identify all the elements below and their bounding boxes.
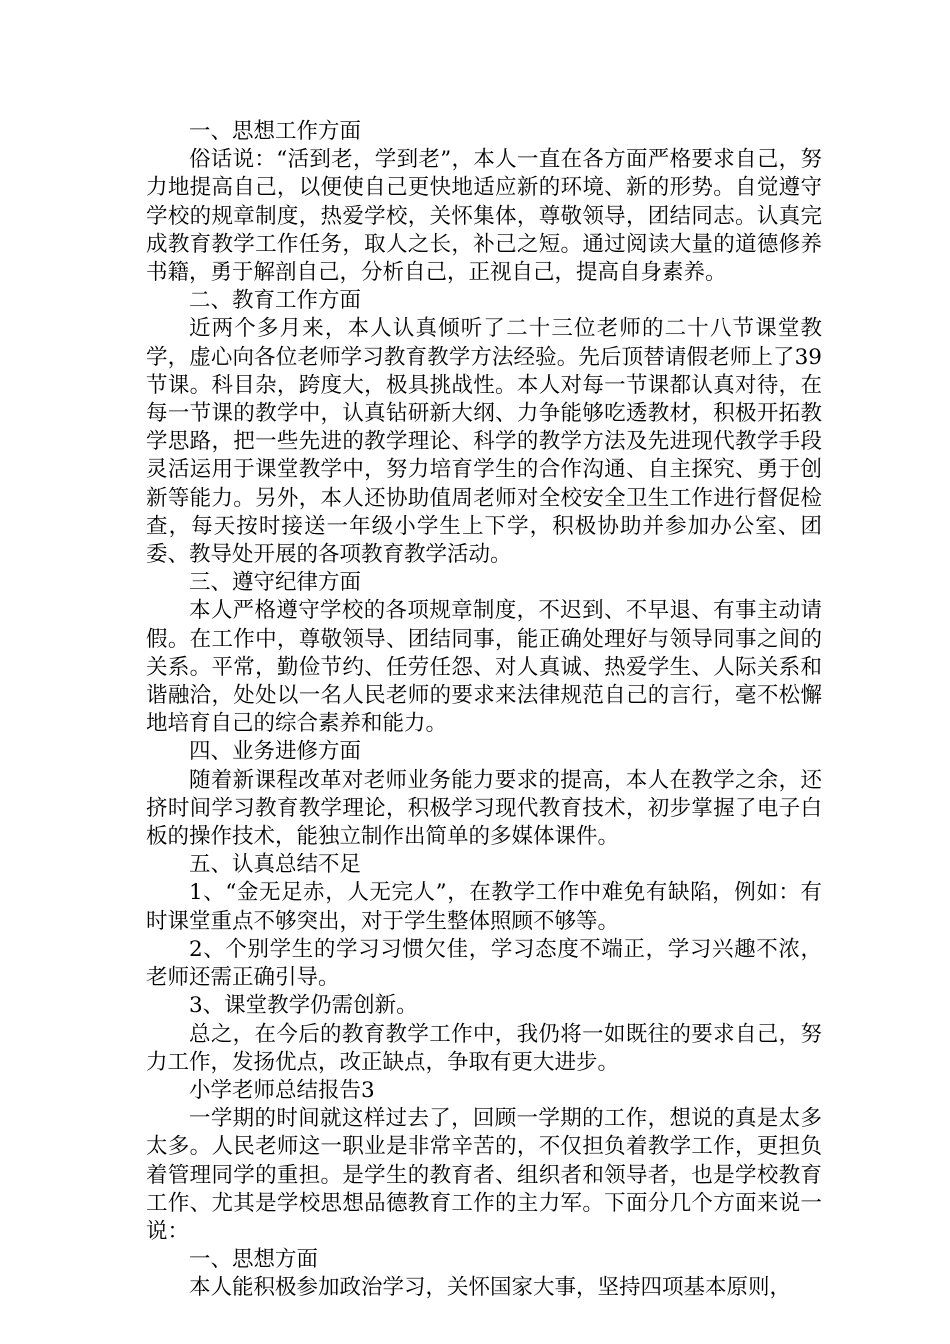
paragraph-report-intro: 一学期的时间就这样过去了，回顾一学期的工作，想说的真是太多太多。人民老师这一职业是非常辛苦的，不仅担负着教学工作，更担负着管理同学的重担。是学生的教育者、组织者和领导者，也是学校教育工作、尤其是学校思想品德教育工作的主力军。下面分几个方面来说一说： xyxy=(146,1106,822,1244)
heading-discipline: 三、遵守纪律方面 xyxy=(189,570,362,596)
paragraph-thought: 本人能积极参加政治学习，关怀国家大事，坚持四项基本原则， xyxy=(189,1275,792,1301)
paragraph-discipline: 本人严格遵守学校的各项规章制度，不迟到、不早退、有事主动请假。在工作中，尊敬领导、团结同事，能正确处理好与领导同事之间的关系。平常，勤俭节约、任劳任怨、对人真诚、热爱学生、人际关系和谐融洽，处处以一名人民老师的要求来法律规范自己的言行，毫不松懈地培育自己的综合素养和能力。 xyxy=(146,598,822,737)
report-title-3: 小学老师总结报告3 xyxy=(189,1077,375,1103)
paragraph-conclusion: 总之，在今后的教育教学工作中，我仍将一如既往的要求自己，努力工作，发扬优点，改正缺点，争取有更大进步。 xyxy=(146,1021,822,1075)
paragraph-thought-work: 俗话说：“活到老，学到老”，本人一直在各方面严格要求自己，努力地提高自己，以便使自己更快地适应新的环境、新的形势。自觉遵守学校的规章制度，热爱学校，关怀集体，尊敬领导，团结同志。认真完成教育教学工作任务，取人之长，补己之短。通过阅读大量的道德修养书籍，勇于解剖自己，分析自己，正视自己，提高自身素养。 xyxy=(146,147,822,286)
paragraph-education-work: 近两个多月来，本人认真倾听了二十三位老师的二十八节课堂教学，虚心向各位老师学习教育教学方法经验。先后顶替请假老师上了39节课。科目杂，跨度大，极具挑战性。本人对每一节课都认真对待，在每一节课的教学中，认真钻研新大纲、力争能够吃透教材，积极开拓教学思路，把一些先进的教学理论、科学的教学方法及先进现代教学手段灵活运用于课堂教学中，努力培育学生的合作沟通、自主探究、勇于创新等能力。另外，本人还协助值周老师对全校安全卫生工作进行督促检查，每天按时接送一年级小学生上下学，积极协助并参加办公室、团委、教导处开展的各项教育教学活动。 xyxy=(146,316,822,568)
heading-shortcomings: 五、认真总结不足 xyxy=(189,852,362,878)
list-item-shortcoming-2: 2、个别学生的学习习惯欠佳，学习态度不端正，学习兴趣不浓，老师还需正确引导。 xyxy=(146,936,822,991)
heading-professional-study: 四、业务进修方面 xyxy=(189,739,362,765)
document-body xyxy=(146,118,822,1303)
list-item-shortcoming-3: 3、课堂教学仍需创新。 xyxy=(189,993,418,1019)
heading-education-work: 二、教育工作方面 xyxy=(189,288,362,314)
heading-thought: 一、思想方面 xyxy=(189,1247,319,1273)
list-item-shortcoming-1: 1、“金无足赤，人无完人”，在教学工作中难免有缺陷，例如：有时课堂重点不够突出，对于学生整体照顾不够等。 xyxy=(146,880,822,934)
heading-thought-work: 一、思想工作方面 xyxy=(189,119,362,144)
paragraph-professional-study: 随着新课程改革对老师业务能力要求的提高，本人在教学之余，还挤时间学习教育教学理论，积极学习现代教育技术，初步掌握了电子白板的操作技术，能独立制作出简单的多媒体课件。 xyxy=(146,767,822,850)
